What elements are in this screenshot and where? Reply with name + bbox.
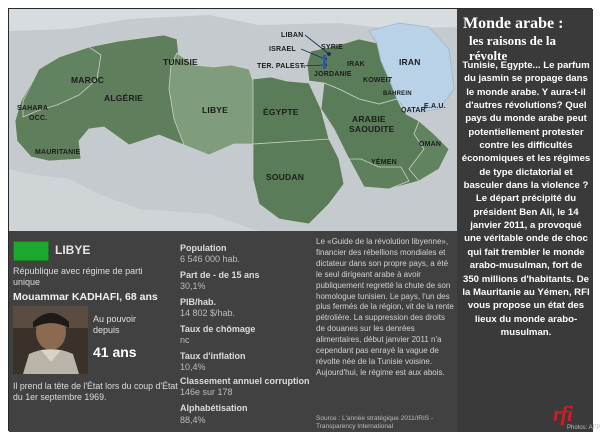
stat-value: 30,1%: [180, 281, 206, 291]
stat-label: Part de - de 15 ans: [180, 270, 260, 280]
country-description: Le «Guide de la révolution libyenne», financier des rébellions mondiales et dictateur dans son propre pays, a été le seul dirigeant arabe à avoir publiquement regretté la chute de son homologue tunisien. Le pays, l'un des plus fermés de la région, vit de la rente pétrolière. La suppression des droits de douanes sur les denrées alimentaires, début janvier 2011 n'a cependant pas enrayé la vague de révolte née de la Tunisie voisine. Aujourd'hui, le régime est aux abois.: [316, 237, 454, 377]
libye-shape: [169, 53, 254, 155]
stat-value: nc: [180, 335, 190, 345]
country-info-panel: [9, 231, 457, 432]
side-body: Tunisie, Egypte... Le parfum du jasmin se propage dans le monde arabe. Y aura-t-il d'autres révolutions? Quel pays du monde arabe peut potentiellement protester contre les difficultés économiques et les régimes de type dictatorial et basculer dans la violence ? Le départ précipité du président Ben Ali, le 14 janvier 2011, a provoqué une véritable onde de choc qui fait trembler le monde arabo-musulman, fort de 350 millions d'habitants. De la Mauritanie au Yémen, RFI vous propose un état des lieux du monde arabo-musulman.: [461, 60, 591, 338]
stat-value: 10,4%: [180, 362, 206, 372]
map-graphic: [9, 9, 457, 231]
libya-flag: [13, 241, 49, 261]
label-mauritanie: MAURITANIE: [35, 149, 81, 156]
label-liban: LIBAN: [281, 32, 304, 39]
power-label: Au pouvoir depuis: [93, 314, 137, 335]
took-power-text: Il prend la tête de l'État lors du coup d'État du 1er septembre 1969.: [13, 381, 178, 402]
stat-label: Taux de chômage: [180, 324, 256, 334]
label-maroc: MAROC: [71, 75, 105, 85]
regime-text: République avec régime de parti unique: [13, 266, 143, 287]
stat-label: Alphabétisation: [180, 403, 248, 413]
label-israel: ISRAEL: [269, 46, 296, 53]
label-qatar: QATAR: [401, 107, 426, 114]
label-oman: OMAN: [419, 141, 442, 148]
label-arabie-1: ARABIE: [352, 114, 386, 124]
label-yemen: YÉMEN: [371, 159, 397, 166]
stat-label: Taux d'inflation: [180, 351, 246, 361]
label-tunisie: TUNISIE: [163, 57, 198, 67]
country-name: LIBYE: [55, 243, 91, 257]
infographic-frame: [8, 8, 600, 431]
leader-portrait-graphic: [13, 306, 88, 374]
stat-value: 146e sur 178: [180, 387, 233, 397]
stat-label: PIB/hab.: [180, 297, 217, 307]
leader-name: Mouammar KADHAFI, 68 ans: [13, 291, 158, 303]
side-title: Monde arabe :: [463, 15, 564, 32]
power-years: 41 ans: [93, 344, 137, 360]
rfi-logo-mark: rfi: [553, 401, 572, 426]
label-iran: IRAN: [399, 57, 421, 67]
label-bahrein: BAHREIN: [383, 91, 412, 97]
source-note: Source : L'année stratégique 2011/IRIS - Transparency International: [316, 415, 434, 430]
photo-credit: Photos: AFP: [567, 425, 600, 431]
side-panel: [457, 9, 600, 432]
label-eau: E.A.U.: [424, 103, 446, 110]
stat-value: 14 802 $/hab.: [180, 308, 236, 318]
stat-label: Classement annuel corruption: [180, 376, 310, 386]
stat-value: 6 546 000 hab.: [180, 254, 241, 264]
label-arabie-2: SAOUDITE: [349, 124, 395, 134]
map: [9, 9, 457, 231]
stat-value: 88,4%: [180, 415, 206, 425]
israel-palestine-highlight: [323, 55, 326, 69]
label-syrie: SYRIE: [321, 44, 344, 51]
label-egypte: ÉGYPTE: [263, 107, 299, 117]
rfi-logo: [553, 401, 587, 425]
label-algerie: ALGÉRIE: [104, 93, 144, 103]
label-libye: LIBYE: [202, 105, 229, 115]
label-koweit: KOWEIT: [363, 77, 393, 84]
label-soudan: SOUDAN: [266, 172, 305, 182]
label-sahara: SAHARA: [17, 105, 49, 112]
label-irak: IRAK: [347, 61, 365, 68]
stat-label: Population: [180, 243, 227, 253]
side-subtitle: les raisons de la révolte: [469, 33, 557, 63]
label-occ: OCC.: [29, 115, 48, 122]
label-jordanie: JORDANIE: [314, 71, 352, 78]
leader-photo: [13, 306, 88, 374]
label-ter-palest: TER. PALEST.: [257, 63, 306, 70]
